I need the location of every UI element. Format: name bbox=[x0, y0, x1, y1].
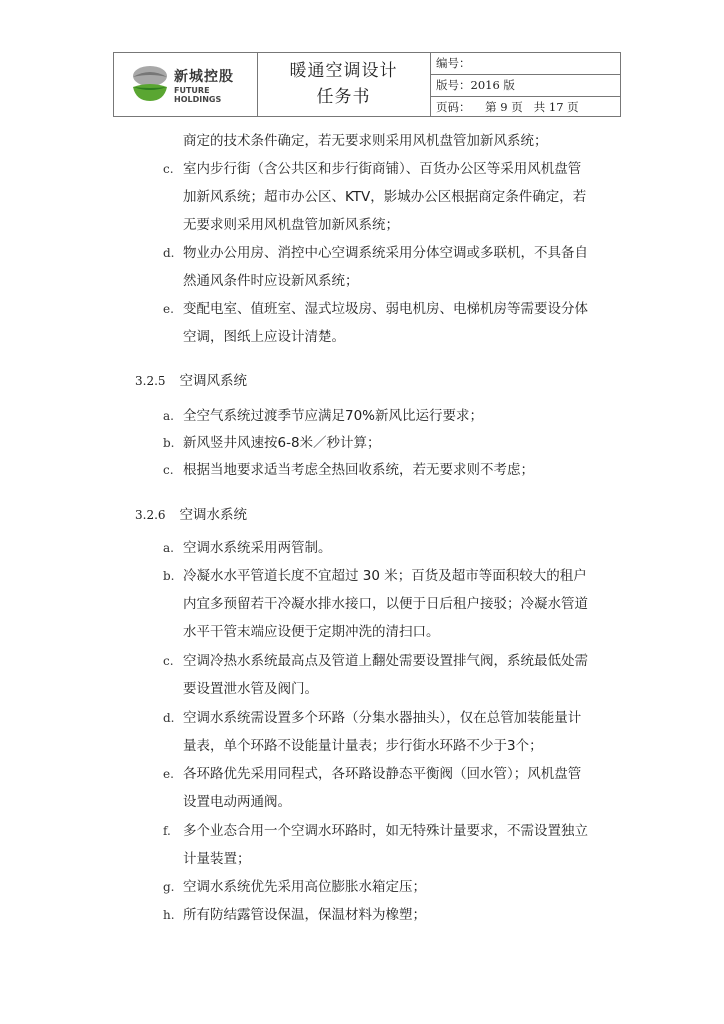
list-item-line: 冷凝水水平管道长度不宜超过 30 米；百货及超市等面积较大的租户 bbox=[183, 568, 587, 584]
list-item-line: 计量装置； bbox=[183, 851, 251, 867]
section-heading bbox=[135, 372, 247, 390]
list-item-label: g. bbox=[163, 880, 175, 894]
company-logo bbox=[114, 53, 258, 116]
list-item-line: 量表，单个环路不设能量计量表；步行街水环路不少于3个； bbox=[183, 738, 543, 754]
list-item-label: e. bbox=[163, 302, 174, 316]
list-item-label: a. bbox=[163, 541, 174, 555]
list-item-line: 加新风系统；超市办公区、KTV，影城办公区根据商定条件确定，若 bbox=[183, 189, 587, 205]
list-item-line: 变配电室、值班室、湿式垃圾房、弱电机房、电梯机房等需要设分体 bbox=[183, 301, 588, 317]
list-item-label: b. bbox=[163, 569, 175, 583]
section-title: 空调水系统 bbox=[179, 507, 248, 523]
list-item-line: 根据当地要求适当考虑全热回收系统，若无要求则不考虑； bbox=[183, 462, 534, 478]
section-number: 3.2.5 bbox=[135, 374, 166, 388]
list-item-line: 空调水系统采用两管制。 bbox=[183, 540, 332, 556]
document-header-table bbox=[113, 52, 621, 117]
list-item-line: 然通风条件时应设新风系统； bbox=[183, 273, 359, 289]
list-item-label: d. bbox=[163, 711, 175, 725]
list-item-line: 无要求则采用风机盘管加新风系统； bbox=[183, 217, 399, 233]
list-item-line: 各环路优先采用同程式，各环路设静态平衡阀（回水管）；风机盘管 bbox=[183, 766, 582, 782]
list-item-label: c. bbox=[163, 463, 174, 477]
company-name-en-line2: HOLDINGS bbox=[174, 95, 222, 104]
title-line2: 任务书 bbox=[316, 87, 371, 107]
company-name-en-line1: FUTURE bbox=[174, 86, 210, 95]
section-number: 3.2.6 bbox=[135, 508, 166, 522]
list-item-line: 要设置泄水管及阀门。 bbox=[183, 681, 318, 697]
title-line1: 暖通空调设计 bbox=[289, 61, 398, 81]
list-item-line: 空调水系统优先采用高位膨胀水箱定压； bbox=[183, 879, 426, 895]
document-meta bbox=[431, 53, 620, 116]
list-item-line: 水平干管末端应设便于定期冲洗的清扫口。 bbox=[183, 624, 440, 640]
section-title: 空调风系统 bbox=[179, 373, 248, 389]
list-item-label: d. bbox=[163, 246, 175, 260]
list-item-line: 全空气系统过渡季节应满足70%新风比运行要求； bbox=[183, 408, 484, 424]
document-version: 版号：2016 版 bbox=[431, 75, 620, 97]
list-item-label: h. bbox=[163, 908, 175, 922]
list-item-line: 设置电动两通阀。 bbox=[183, 794, 291, 810]
logo-emblem-icon bbox=[130, 63, 170, 103]
list-item-line: 多个业态合用一个空调水环路时，如无特殊计量要求，不需设置独立 bbox=[183, 823, 588, 839]
list-item-label: c. bbox=[163, 162, 174, 176]
list-item-line: 物业办公用房、消控中心空调系统采用分体空调或多联机，不具备自 bbox=[183, 245, 588, 261]
page-number: 页码： 第 9 页 共 17 页 bbox=[436, 100, 579, 114]
list-item-label: e. bbox=[163, 767, 174, 781]
list-item-label: a. bbox=[163, 409, 174, 423]
company-name-en bbox=[174, 86, 221, 104]
list-item-label: c. bbox=[163, 654, 174, 668]
document-title bbox=[257, 53, 431, 116]
document-number: 编号： bbox=[431, 53, 620, 75]
paragraph-line: 商定的技术条件确定，若无要求则采用风机盘管加新风系统； bbox=[183, 133, 548, 149]
list-item-line: 室内步行街（含公共区和步行街商铺）、百货办公区等采用风机盘管 bbox=[183, 161, 582, 177]
list-item-line: 空调水系统需设置多个环路（分集水器抽头），仅在总管加装能量计 bbox=[183, 710, 582, 726]
list-item-label: b. bbox=[163, 436, 175, 450]
list-item-line: 内宜多预留若干冷凝水排水接口，以便于日后租户接驳；冷凝水管道 bbox=[183, 596, 588, 612]
list-item-line: 所有防结露管设保温，保温材料为橡塑； bbox=[183, 907, 426, 923]
list-item-line: 空调冷热水系统最高点及管道上翻处需要设置排气阀，系统最低处需 bbox=[183, 653, 588, 669]
list-item-line: 新风竖井风速按6-8米／秒计算； bbox=[183, 435, 381, 451]
list-item-line: 空调，图纸上应设计清楚。 bbox=[183, 329, 345, 345]
list-item-label: f. bbox=[163, 824, 171, 838]
section-heading bbox=[135, 506, 247, 524]
company-name-cn: 新城控股 bbox=[174, 69, 234, 85]
